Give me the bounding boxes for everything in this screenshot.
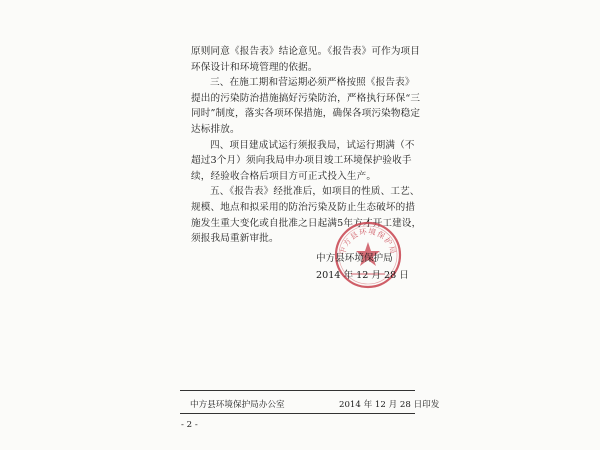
paragraph-continuation: 原则同意《报告表》结论意见。《报告表》可作为项目环保设计和环境管理的依据。 (191, 46, 421, 73)
seal-text: 中方县环境保护局 (337, 226, 399, 256)
paragraph-item-3: 三、在施工期和营运期必须严格按照《报告表》提出的污染防治措施搞好污染防治，严格执行环保“三同时”制度，落实各项环保措施，确保各项污染物稳定达标排放。 (191, 77, 421, 135)
document-body (191, 44, 424, 247)
footer-rule-bottom (180, 413, 415, 414)
page-number: - 2 - (181, 420, 198, 430)
footer-print-date: 2014 年 12 月 28 日印发 (339, 400, 440, 410)
paragraph-item-5: 五、《报告表》经批准后，如项目的性质、工艺、规模、地点和拟采用的防治污染及防止生态破坏的措施发生重大变化或自批准之日起满5年方才开工建设，须报我局重新审批。 (191, 186, 422, 245)
paragraph-item-4: 四、项目建成试运行须报我局，试运行期满（不超过3个月）须向我局申办项目竣工环境保护验收手续，经验收合格后项目方可正式投入生产。 (191, 139, 415, 182)
footer-rule-top (180, 390, 415, 391)
signature-block (316, 250, 426, 284)
footer-office: 中方县环境保护局办公室 (190, 400, 285, 410)
signature-org: 中方县环境保护局 (316, 253, 393, 264)
signature-date: 2014 年 12 月 28 日 (316, 270, 409, 281)
